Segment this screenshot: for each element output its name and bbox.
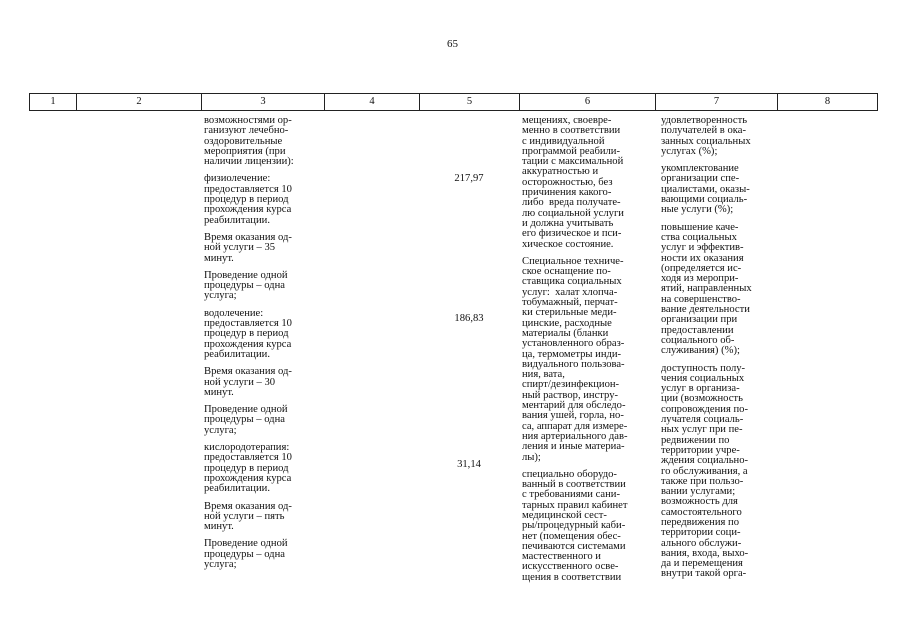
col3-paragraph: Время оказания од- ной услуги – 30 минут.	[204, 366, 292, 398]
tariff-value: 186,83	[454, 313, 484, 324]
header-cell-7: 7	[656, 94, 778, 111]
col7-paragraph: укомплектование организации спе- циалистами, оказы- вающими социаль- ные услуги (%);	[661, 163, 750, 216]
column-7-quality-indicators	[661, 116, 777, 587]
column-number-header	[29, 93, 878, 111]
col3-paragraph: Проведение одной процедуры – одна услуга;	[204, 269, 288, 302]
header-cell-1: 1	[30, 94, 77, 111]
header-cell-3: 3	[202, 94, 325, 111]
col3-paragraph: физиолечение: предоставляется 10 процедур в период прохождения курса реабилитации.	[204, 173, 292, 226]
col3-paragraph: Проведение одной процедуры – одна услуга;	[204, 538, 288, 570]
column-3-service-description	[204, 116, 320, 577]
col3-paragraph: возможностями ор- ганизуют лечебно- оздоровительные мероприятия (при наличии лицензии):	[204, 115, 294, 168]
header-cell-4: 4	[325, 94, 420, 111]
col7-paragraph: удовлетворенность получателей в ока- занных социальных услугах (%);	[661, 115, 751, 157]
header-cell-5: 5	[420, 94, 520, 111]
header-cell-6: 6	[520, 94, 656, 111]
tariff-value: 31,14	[457, 459, 481, 470]
col6-paragraph: Специальное техниче- ское оснащение по- ставщика социальных услуг: халат хлопча- тобумажный, перчат- ки стерильные меди- цинские, расходные материалы (бланки установленного образ- ца, термометры инди- видуального пользова- ния, вата, спирт/дезинфекцион- ный раствор, инстру- ментарий для обследо- вания ушей, горла, но- са, аппарат для измере- ния артериального дав- ления и иные материа- лы);	[522, 255, 628, 463]
col6-paragraph: мещениях, своевре- менно в соответствии с индивидуальной программой реабили- тации с максимальной аккуратностью и осторожностью, без причинения какого- либо вреда получате- лю социальной услуги и должна учитывать его физическое и пси- хическое состояние.	[522, 115, 624, 250]
col7-paragraph: доступность полу- чения социальных услуг в организа- ции (возможность сопровождения по- лучателя социаль- ных услуг при пе- редвижении по территории учре- ждения социально- го обслуживания, а также при пользо- вании услугами; возможность для самостоятельного передвижения по территории соци- ального обслужи- вания, входа, выхо- да и перемещения внутри такой орга-	[661, 362, 749, 580]
col3-paragraph: водолечение: предоставляется 10 процедур в период прохождения курса реабилитации.	[204, 307, 292, 360]
col3-paragraph: Время оказания од- ной услуги – пять минут.	[204, 500, 292, 533]
column-6-service-standard	[522, 116, 650, 590]
col6-paragraph: специально оборудо- ванный в соответствии с требованиями сани- тарных правил кабинет медицинской сест- ры/процедурный каби- нет (помещения обес- печиваются системами мастественного и искусственного осве- щения в соответствии	[522, 468, 628, 583]
header-cell-8: 8	[778, 94, 878, 111]
col7-paragraph: повышение каче- ства социальных услуг и эффектив- ности их оказания (определяется ис- ходя из меропри- ятий, направленных на совершенство- вание деятельности организации при предоставлении социального об- служивания) (%);	[661, 221, 752, 357]
page-number: 65	[447, 38, 458, 50]
header-cell-2: 2	[77, 94, 202, 111]
col3-paragraph: Время оказания од- ной услуги – 35 минут.	[204, 231, 292, 264]
col3-paragraph: Проведение одной процедуры – одна услуга;	[204, 404, 288, 436]
col3-paragraph: кислородотерапия: предоставляется 10 процедур в период прохождения курса реабилитации.	[204, 442, 292, 495]
tariff-value: 217,97	[454, 173, 484, 184]
